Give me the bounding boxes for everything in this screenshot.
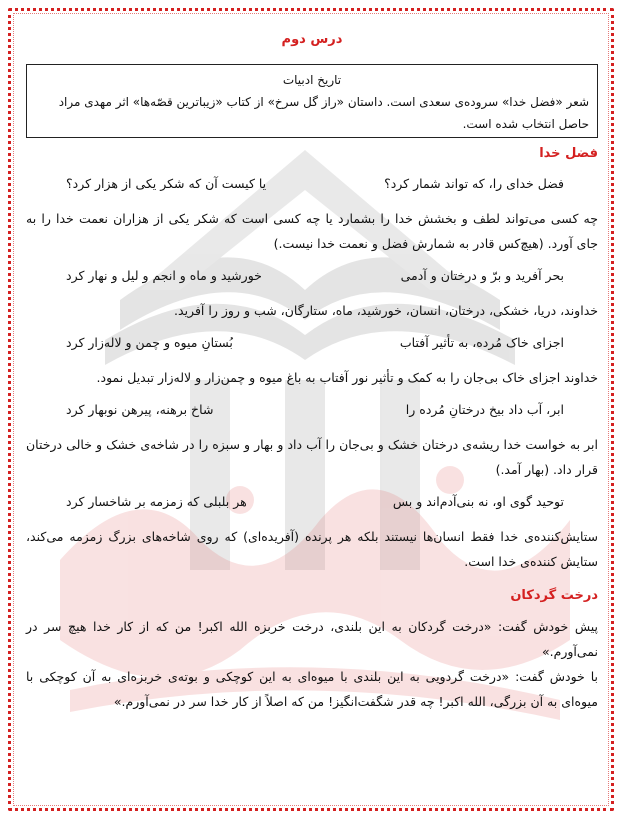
verse-5-meaning: ستایش‌کننده‌ی خدا فقط انسان‌ها نیستند بلکه هر پرنده (آفریده‌ای) که روی شاخه‌های بزرگ زمزمه می‌کند، ستایش کننده‌ی خدا است. — [26, 529, 598, 569]
verse-5-first-hemistich: توحید گوی او، نه بنی‌آدم‌اند و بس — [392, 494, 564, 509]
verse-3-first-hemistich: اجزای خاک مُرده، به تأثیر آفتاب — [399, 335, 564, 350]
verse-5 — [26, 492, 598, 512]
verse-1-meaning: چه کسی می‌تواند لطف و بخشش خدا را بشمارد یا چه کسی است که شکر یکی از هزاران نعمت خدا را به جای آورد. (هیچ‌کس قادر به شمارش فضل و نعمت خدا نیست.) — [26, 211, 598, 251]
literary-history-text: شعر «فضل خدا» سروده‌ی سعدی است. داستان «راز گل سرخ» از کتاب «زیباترین قصّه‌ها» اثر مهدی مراد حاصل انتخاب شده است. — [58, 95, 589, 131]
gerdakan-paragraph-1: پیش خودش گفت: «درخت گردکان به این بلندی، درخت خربزه الله اکبر! من که از کار خدا هیچ سر در نمی‌آورم.» — [26, 619, 598, 659]
verse-2-first-hemistich: بحر آفرید و برّ و درختان و آدمی — [400, 268, 564, 283]
verse-4-second-hemistich: شاخ برهنه، پیرهن نوبهار کرد — [66, 402, 214, 417]
verse-4-first-hemistich: ابر، آب داد بیخ درختانِ مُرده را — [405, 402, 564, 417]
literary-history-box — [26, 64, 598, 138]
section-title-fazl-khoda: فضل خدا — [539, 146, 598, 161]
verse-3 — [26, 333, 598, 353]
verse-1 — [26, 174, 598, 194]
literary-history-title: تاریخ ادبیات — [282, 73, 342, 87]
verse-2-second-hemistich: خورشید و ماه و انجم و لیل و نهار کرد — [66, 268, 262, 283]
section-title-derakht-gerdakan: درخت گردکان — [510, 588, 598, 603]
lesson-content — [26, 30, 598, 714]
verse-1-first-hemistich: فضل خدای را، که تواند شمار کرد؟ — [384, 176, 564, 191]
verse-4-meaning: ابر به خواست خدا ریشه‌ی درختان خشک و بی‌جان را آب داد و بهار و سبزه را در شاخه‌ی خشک و خالی درختان قرار داد. (بهار آمد.) — [26, 437, 598, 477]
verse-5-second-hemistich: هر بلبلی که زمزمه بر شاخسار کرد — [66, 494, 247, 509]
lesson-title: درس دوم — [281, 32, 343, 47]
verse-3-meaning: خداوند اجزای خاک بی‌جان را به کمک و تأثیر نور آفتاب به باغ میوه و چمن‌زار و لاله‌زار تبدیل نمود. — [96, 370, 598, 385]
verse-1-second-hemistich: یا کیست آن که شکر یکی از هزار کرد؟ — [66, 176, 267, 191]
verse-3-second-hemistich: بُستانِ میوه و چمن و لاله‌زار کرد — [66, 335, 233, 350]
verse-4 — [26, 400, 598, 420]
gerdakan-paragraph-2: با خودش گفت: «درخت گردویی به این بلندی با میوه‌ای به این کوچکی و بوته‌ی خربزه‌ای به آن کوچکی با میوه‌ای به آن بزرگی، الله اکبر! چه قدر شگفت‌انگیز! من که اصلاً از کار خدا سر در نمی‌آورم.» — [26, 669, 598, 709]
verse-2 — [26, 266, 598, 286]
verse-2-meaning: خداوند، دریا، خشکی، درختان، انسان، خورشید، ماه، ستارگان، شب و روز را آفرید. — [174, 303, 598, 318]
